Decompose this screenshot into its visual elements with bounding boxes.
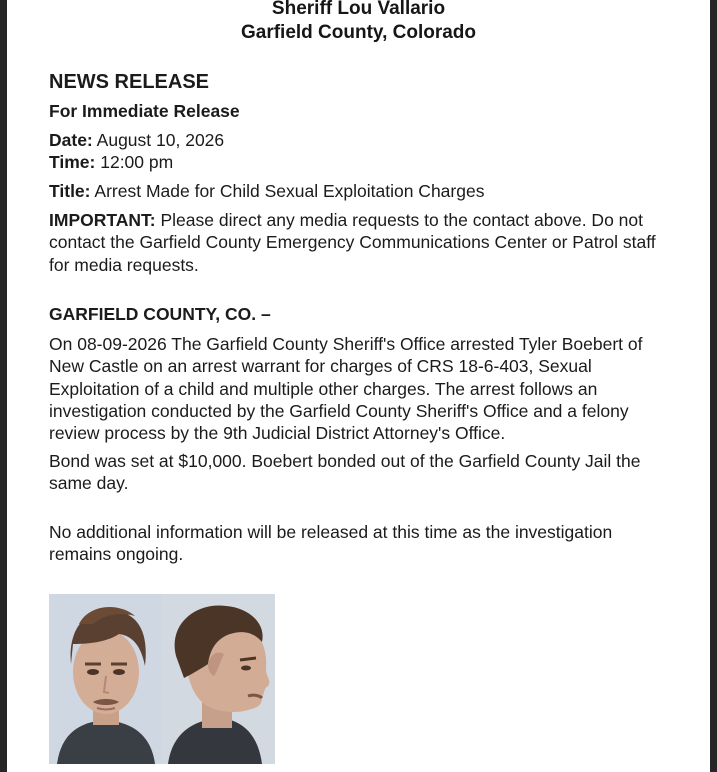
profile-portrait-illustration bbox=[162, 594, 275, 764]
county-name: Garfield County, Colorado bbox=[240, 22, 477, 43]
closing-paragraph: No additional information will be released at this time as the investigation remains ongoing. bbox=[49, 522, 613, 565]
booking-photo bbox=[49, 594, 275, 764]
bond-paragraph: Bond was set at $10,000. Boebert bonded out of the Garfield County Jail the same day. bbox=[49, 451, 641, 494]
page-left-edge bbox=[0, 0, 7, 772]
booking-photo-front bbox=[49, 594, 162, 764]
page-right-edge bbox=[710, 0, 717, 772]
important-label: IMPORTANT: bbox=[49, 210, 156, 230]
arrest-paragraph: On 08-09-2026 The Garfield County Sheriff's Office arrested Tyler Boebert of New Castle on an arrest warrant for charges of CRS 18-6-403, Sexual Exploitation of a child and multiple other charges. The arrest follows an investigation conducted by the Garfield County Sheriff's Office and a felony review process by the 9th Judicial District Attorney's Office. bbox=[49, 334, 643, 444]
immediate-release-line: For Immediate Release bbox=[49, 101, 240, 121]
sheriff-name: Sheriff Lou Vallario bbox=[271, 0, 446, 19]
front-portrait-illustration bbox=[49, 594, 162, 764]
date-line bbox=[49, 129, 224, 151]
title-line bbox=[49, 180, 484, 202]
news-release-heading: NEWS RELEASE bbox=[49, 71, 210, 93]
important-notice bbox=[49, 209, 677, 276]
time-line bbox=[49, 151, 173, 173]
title-label: Title: bbox=[49, 181, 91, 201]
date-value: August 10, 2026 bbox=[96, 130, 225, 150]
time-label: Time: bbox=[49, 152, 96, 172]
dateline: GARFIELD COUNTY, CO. – bbox=[49, 304, 271, 324]
title-value: Arrest Made for Child Sexual Exploitation Charges bbox=[94, 181, 485, 201]
date-label: Date: bbox=[49, 130, 93, 150]
time-value: 12:00 pm bbox=[100, 152, 174, 172]
important-text: Please direct any media requests to the contact above. Do not contact the Garfield County Emergency Communications Center or Patrol staff for media requests. bbox=[49, 210, 656, 275]
booking-photo-profile bbox=[162, 594, 275, 764]
